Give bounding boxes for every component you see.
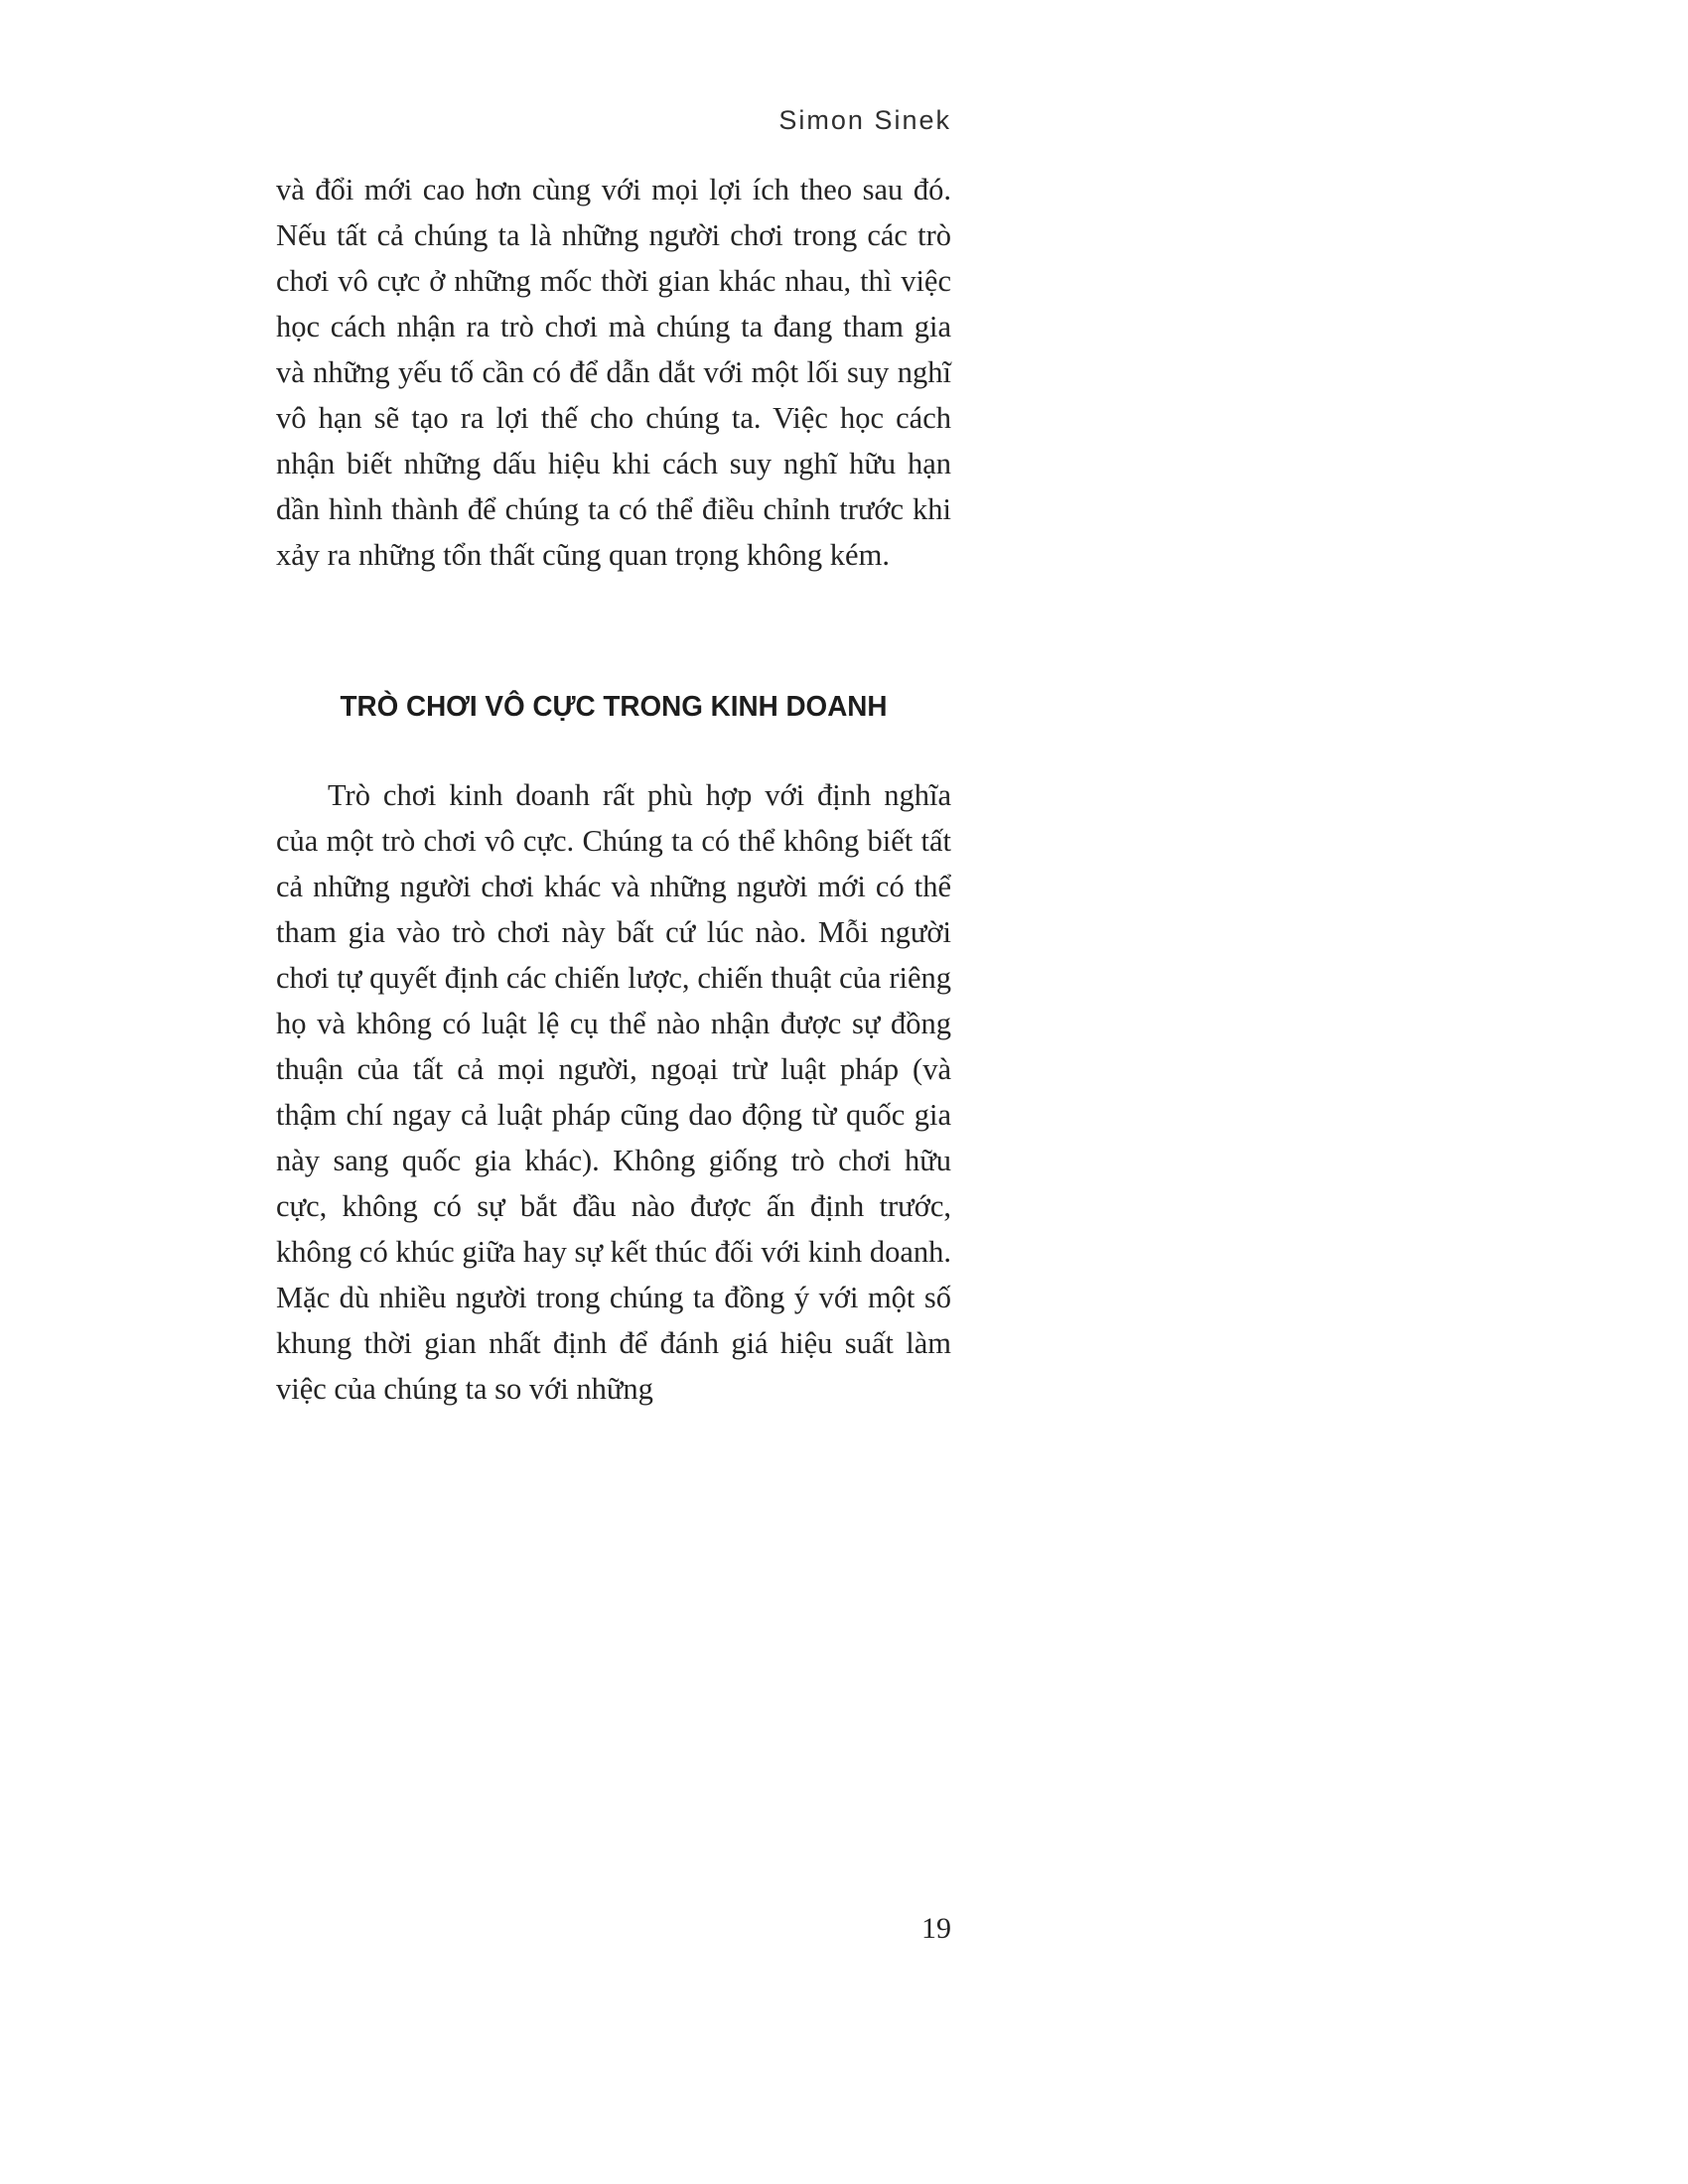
body-paragraph-1: và đổi mới cao hơn cùng với mọi lợi ích theo sau đó. Nếu tất cả chúng ta là những người chơi trong các trò chơi vô cực ở những mốc thời gian khác nhau, thì việc học cách nhận ra trò chơi mà chúng ta đang tham gia và những yếu tố cần có để dẫn dắt với một lối suy nghĩ vô hạn sẽ tạo ra lợi thế cho chúng ta. Việc học cách nhận biết những dấu hiệu khi cách suy nghĩ hữu hạn dần hình thành để chúng ta có thể điều chỉnh trước khi xảy ra những tổn thất cũng quan trọng không kém. <box>276 173 951 572</box>
running-header-author: Simon Sinek <box>778 105 951 135</box>
body-paragraph-2: Trò chơi kinh doanh rất phù hợp với định nghĩa của một trò chơi vô cực. Chúng ta có thể không biết tất cả những người chơi khác và những người mới có thể tham gia vào trò chơi này bất cứ lúc nào. Mỗi người chơi tự quyết định các chiến lược, chiến thuật của riêng họ và không có luật lệ cụ thể nào nhận được sự đồng thuận của tất cả mọi người, ngoại trừ luật pháp (và thậm chí ngay cả luật pháp cũng dao động từ quốc gia này sang quốc gia khác). Không giống trò chơi hữu cực, không có sự bắt đầu nào được ấn định trước, không có khúc giữa hay sự kết thúc đối với kinh doanh. Mặc dù nhiều người trong chúng ta đồng ý với một số khung thời gian nhất định để đánh giá hiệu suất làm việc của chúng ta so với những <box>276 778 951 1406</box>
page-number: 19 <box>921 1912 951 1945</box>
section-heading: TRÒ CHƠI VÔ CỰC TRONG KINH DOANH <box>340 691 888 723</box>
